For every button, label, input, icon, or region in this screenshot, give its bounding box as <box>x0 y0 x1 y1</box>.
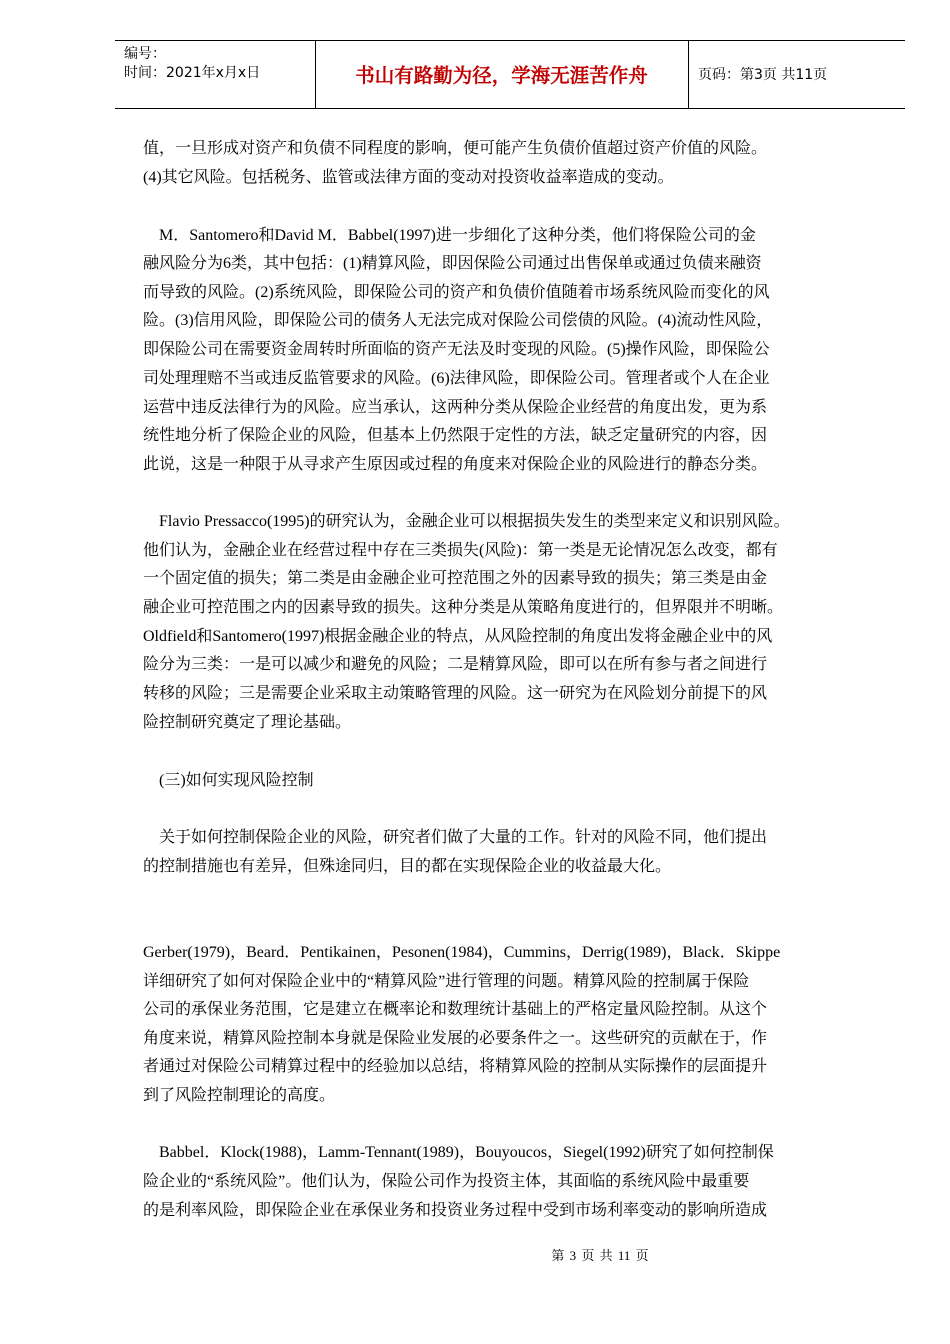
section-heading: (三)如何实现风险控制 <box>143 772 314 789</box>
page-footer <box>0 1245 950 1264</box>
text-line: 而导致的风险。(2)系统风险，即保险公司的资产和负债价值随着市场系统风险而变化的风 <box>143 284 770 301</box>
text-line: 详细研究了如何对保险企业中的“精算风险”进行管理的问题。精算风险的控制属于保险 <box>143 973 750 990</box>
text-line: M．Santomero和David M．Babbel(1997)进一步细化了这种分类，他们将保险公司的金 <box>143 227 756 244</box>
text-line: 一个固定值的损失；第二类是由金融企业可控范围之外的因素导致的损失；第三类是由金 <box>143 570 768 587</box>
text-line: 险企业的“系统风险”。他们认为，保险公司作为投资主体，其面临的系统风险中最重要 <box>143 1173 750 1190</box>
header-motto: 书山有路勤为径，学海无涯苦作舟 <box>355 64 648 87</box>
text-line: 到了风险控制理论的高度。 <box>143 1087 336 1104</box>
header-page-info: 页码：第3页 共11页 <box>698 67 828 83</box>
text-line: 融风险分为6类，其中包括：(1)精算风险，即因保险公司通过出售保单或通过负债来融资 <box>143 255 762 272</box>
text-line: 者通过对保险公司精算过程中的经验加以总结，将精算风险的控制从实际操作的层面提升 <box>143 1058 768 1075</box>
header-page-cell <box>689 41 905 108</box>
text-line: 即保险公司在需要资金周转时所面临的资产无法及时变现的风险。(5)操作风险，即保险公 <box>143 341 770 358</box>
text-line: 统性地分析了保险企业的风险，但基本上仍然限于定性的方法，缺乏定量研究的内容，因 <box>143 427 768 444</box>
text-line: 此说，这是一种限于从寻求产生原因或过程的角度来对保险企业的风险进行的静态分类。 <box>143 456 768 473</box>
text-line: 值，一旦形成对资产和负债不同程度的影响，便可能产生负债价值超过资产价值的风险。 <box>143 140 768 157</box>
header-meta-cell <box>115 41 316 108</box>
text-line: 角度来说，精算风险控制本身就是保险业发展的必要条件之一。这些研究的贡献在于，作 <box>143 1030 768 1047</box>
text-line: 险。(3)信用风险，即保险公司的债务人无法完成对保险公司偿债的风险。(4)流动性风险， <box>143 312 773 329</box>
text-line: 融企业可控范围之内的因素导致的损失。这种分类是从策略角度进行的，但界限并不明晰。 <box>143 599 784 616</box>
time-label: 时间：2021年x月x日 <box>124 65 261 81</box>
text-line: Flavio Pressacco(1995)的研究认为，金融企业可以根据损失发生的类型来定义和识别风险。 <box>143 513 790 530</box>
footer-page-number: 第 3 页 共 11 页 <box>551 1248 649 1263</box>
text-line: 险控制研究奠定了理论基础。 <box>143 714 352 731</box>
text-line: 的是利率风险，即保险企业在承保业务和投资业务过程中受到市场利率变动的影响所造成 <box>143 1202 768 1219</box>
text-line: Gerber(1979)，Beard．Pentikainen，Pesonen(1984)，Cummins，Derrig(1989)，Black．Skippe <box>143 944 781 961</box>
header-motto-cell <box>315 41 689 108</box>
text-line: 关于如何控制保险企业的风险，研究者们做了大量的工作。针对的风险不同，他们提出 <box>143 829 768 846</box>
number-label: 编号： <box>124 46 166 62</box>
text-line: 的控制措施也有差异，但殊途同归，目的都在实现保险企业的收益最大化。 <box>143 858 672 875</box>
text-line: 转移的风险；三是需要企业采取主动策略管理的风险。这一研究为在风险划分前提下的风 <box>143 685 768 702</box>
page-header <box>115 40 905 109</box>
text-line: Oldfield和Santomero(1997)根据金融企业的特点，从风险控制的角度出发将金融企业中的风 <box>143 628 773 645</box>
text-line: 运营中违反法律行为的风险。应当承认，这两种分类从保险企业经营的角度出发，更为系 <box>143 399 768 416</box>
text-line: (4)其它风险。包括税务、监管或法律方面的变动对投资收益率造成的变动。 <box>143 169 674 186</box>
text-line: 司处理理赔不当或违反监管要求的风险。(6)法律风险，即保险公司。管理者或个人在企业 <box>143 370 770 387</box>
text-line: 险分为三类：一是可以减少和避免的风险；二是精算风险，即可以在所有参与者之间进行 <box>143 656 768 673</box>
text-line: 公司的承保业务范围，它是建立在概率论和数理统计基础上的严格定量风险控制。从这个 <box>143 1001 768 1018</box>
text-line: Babbel．Klock(1988)，Lamm-Tennant(1989)，Bouyoucos，Siegel(1992)研究了如何控制保 <box>143 1144 774 1161</box>
text-line: 他们认为，金融企业在经营过程中存在三类损失(风险)：第一类是无论情况怎么改变，都有 <box>143 542 778 559</box>
